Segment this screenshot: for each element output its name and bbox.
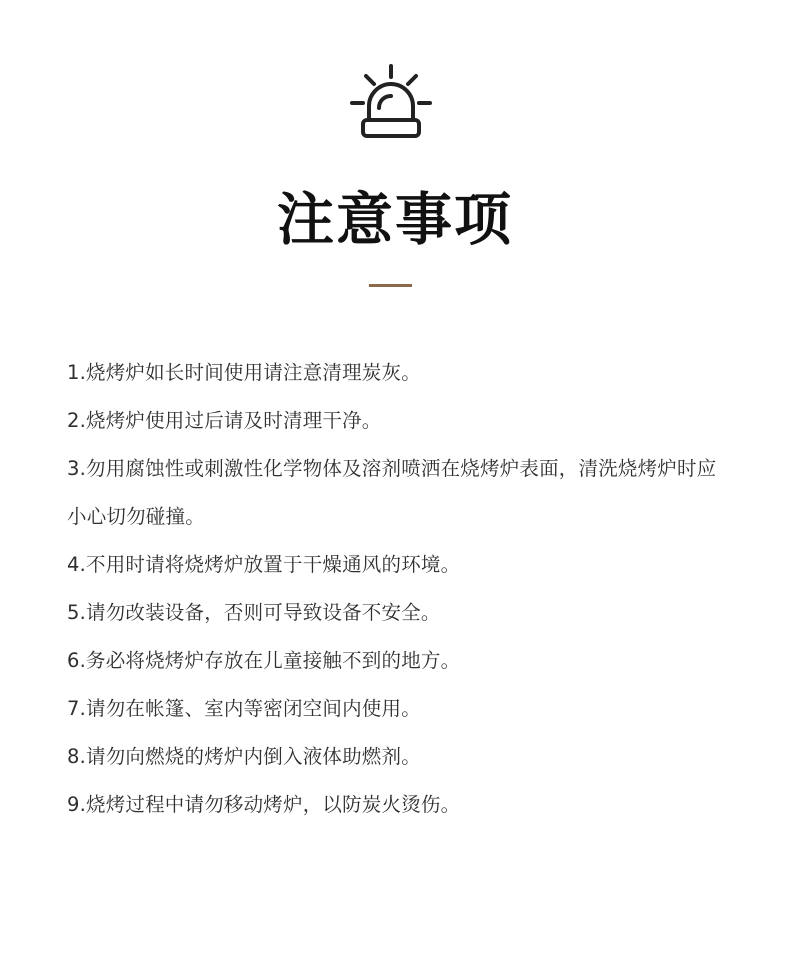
note-item: 5.请勿改装设备，否则可导致设备不安全。 (67, 601, 441, 624)
page-title: 注意事项 (277, 187, 513, 253)
note-item: 3.勿用腐蚀性或刺激性化学物体及溶剂喷洒在烧烤炉表面，清洗烧烤炉时应小心切勿碰撞。 (67, 457, 717, 528)
note-item: 8.请勿向燃烧的烤炉内倒入液体助燃剂。 (67, 745, 421, 768)
note-item: 7.请勿在帐篷、室内等密闭空间内使用。 (67, 697, 421, 720)
notes-list (67, 349, 732, 829)
title-divider (369, 284, 412, 287)
note-item: 2.烧烤炉使用过后请及时清理干净。 (67, 409, 382, 432)
note-item: 1.烧烤炉如长时间使用请注意清理炭灰。 (67, 361, 421, 384)
note-item: 4.不用时请将烧烤炉放置于干燥通风的环境。 (67, 553, 461, 576)
note-item: 9.烧烤过程中请勿移动烤炉，以防炭火烫伤。 (67, 793, 461, 816)
alarm-light-icon (348, 60, 434, 144)
note-item: 6.务必将烧烤炉存放在儿童接触不到的地方。 (67, 649, 461, 672)
